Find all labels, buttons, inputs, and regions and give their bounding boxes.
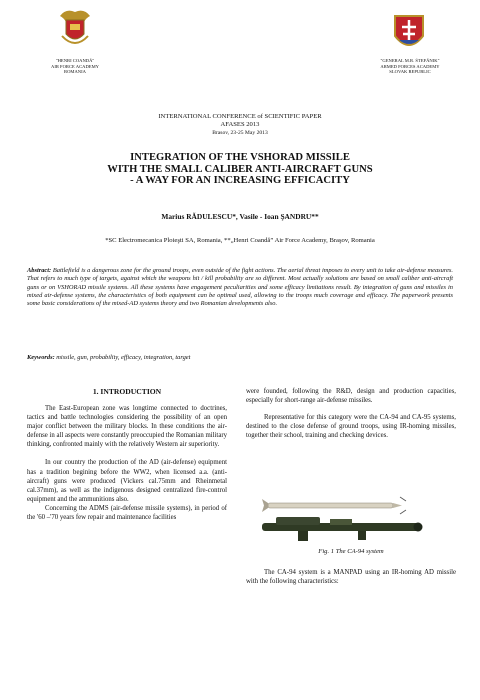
conference-date: Brasov, 23-25 May 2013 (212, 130, 268, 136)
right-column-continued (246, 568, 456, 586)
paragraph: were founded, following the R&D, design and production capacities, especially for short-range air-defense missiles. (246, 388, 456, 405)
keywords-text: missile, gun, probability, efficacy, integration, target (54, 354, 191, 361)
paper-authors: Marius RĂDULESCU*, Vasile - Ioan ŞANDRU** (161, 212, 319, 221)
eagle-crest-icon (58, 6, 92, 48)
paragraph: In our country the production of the AD (air-defense) equipment has a tradition begining before the WW2, when licensed a.a. (anti-aircraft) guns were produced (Vickers cal.75mm and Rheinmetal cal.37mm), as well as the indigenous designed centralized fire-control equipment and the ammunitions also. (27, 459, 227, 503)
paragraph: Representative for this category were the CA-94 and CA-95 systems, destined to the close defense of ground troops, using IR-homing missiles, together their school, training and checking devices. (246, 414, 456, 440)
conference-name: INTERNATIONAL CONFERENCE of SCIENTIFIC PAPER (158, 113, 322, 120)
right-institution-crest (393, 14, 425, 54)
figure-ca94-photo (250, 493, 435, 543)
paragraph: The East-European zone was longtime connected to doctrines, tactics and battle technologies considering the possibility of an open major conflict between the military blocks. In these conditions the air-defense in all aspects were constantly preoccupied the Romanian military thinking, confronted mainly with the relatively Western air superiority. (27, 405, 227, 449)
abstract-text: Battlefield is a dangerous zone for the ground troops, even outside of the fight actions. The aerial threat imposes to every unit to take air-defense measures. That refers to much type of targets, against which the weapons hit / kill probability are so different. Most actually solutions are based on small caliber anti-aircraft guns or on VSHORAD missile systems. All these systems have engagement peculiarities and some efficacy limitations result. By integration of guns and missiles in mixed air-defense systems, the characteristics of both equipment can be optimal used, allowing to the troops much coverage and efficacy. The paperwork presents some basic considerations of the mixed-AD systems theory and two Romanian developments also. (27, 267, 453, 308)
left-institution-caption: "HENRI COANDĂ" AIR FORCE ACADEMY ROMANIA (51, 58, 99, 75)
left-institution-crest (58, 6, 92, 48)
missile-launcher-image (250, 493, 435, 543)
conference-info (90, 113, 390, 137)
abstract (27, 267, 453, 308)
conference-acronym: AFASES 2013 (220, 121, 260, 128)
figure-caption: Fig. 1 The CA-94 system (318, 548, 384, 555)
shield-crest-icon (393, 14, 425, 54)
paper-affiliation: *SC Electromecanica Ploieşti SA, Romania, **„Henri Coandă” Air Force Academy, Braşov, Romania (105, 237, 375, 244)
abstract-label: Abstract: (27, 267, 52, 274)
paragraph: Concerning the ADMS (air-defense missile systems), in period of the '60 –'70 years few repair and maintenance facilities (27, 504, 227, 522)
paper-title: INTEGRATION OF THE VSHORAD MISSILE WITH THE SMALL CALIBER ANTI-AIRCRAFT GUNS - A WAY FOR AN INCREASING EFFICACITY (107, 152, 373, 186)
paragraph: The CA-94 system is a MANPAD using an IR-homing AD missile with the following characteristics: (246, 569, 456, 586)
right-column (246, 387, 456, 440)
left-column (27, 387, 227, 522)
keywords (27, 354, 453, 361)
section-heading: 1. INTRODUCTION (92, 387, 162, 396)
right-institution-caption: "GENERAL M.R. ŠTEFÁNIK" ARMED FORCES ACADEMY SLOVAK REPUBLIC (380, 58, 440, 75)
keywords-label: Keywords: (27, 354, 55, 361)
